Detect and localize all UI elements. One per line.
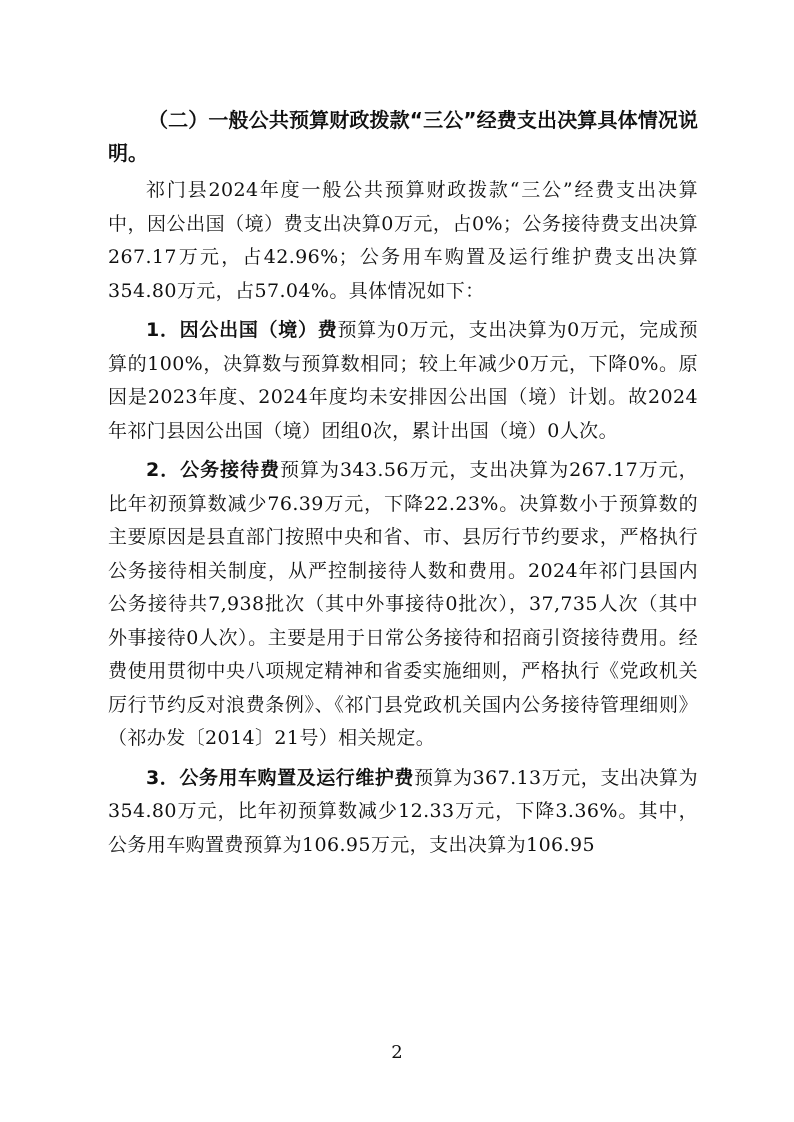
item-lead: 2．公务接待费 — [146, 459, 281, 481]
item-text: 预算为367.13万元，支出决算为354.80万元，比年初预算数减少12.33万元，下降3.36%。其中，公务用车购置费预算为106.95万元，支出决算为106.95 — [108, 766, 698, 856]
section-heading: （二）一般公共预算财政拨款“三公”经费支出决算具体情况说明。 — [108, 108, 698, 165]
intro-paragraph: 祁门县2024年度一般公共预算财政拨款“三公”经费支出决算中，因公出国（境）费支出决算0万元，占0%；公务接待费支出决算267.17万元，占42.96%；公务用车购置及运行维护费支出决算354.80万元，占57.04%。具体情况如下： — [108, 179, 698, 302]
item-lead: 1．因公出国（境）费 — [146, 319, 338, 341]
document-page — [108, 104, 698, 862]
item-lead: 3．公务用车购置及运行维护费 — [146, 766, 414, 789]
item-text: 预算为0万元，支出决算为0万元，完成预算的100%，决算数与预算数相同；较上年减少0万元，下降0%。原因是2023年度、2024年度均未安排因公出国（境）计划。故2024年祁门县因公出国（境）团组0次，累计出国（境）0人次。 — [108, 319, 698, 442]
item-text: 预算为343.56万元，支出决算为267.17万元，比年初预算数减少76.39万元，下降22.23%。决算数小于预算数的主要原因是县直部门按照中央和省、市、县厉行节约要求，严格执行公务接待相关制度，从严控制接待人数和费用。2024年祁门县国内公务接待共7,938批次（其中外事接待0批次），37,735人次（其中外事接待0人次）。主要是用于日常公务接待和招商引资接待费用。经费使用贯彻中央八项规定精神和省委实施细则，严格执行《党政机关厉行节约反对浪费条例》、《祁门县党政机关国内公务接待管理细则》（祁办发〔2014〕21号）相关规定。 — [108, 459, 698, 749]
item-reception — [108, 454, 698, 756]
page-number: 2 — [391, 1042, 403, 1063]
item-vehicles — [108, 762, 698, 863]
item-travel-abroad — [108, 314, 698, 448]
